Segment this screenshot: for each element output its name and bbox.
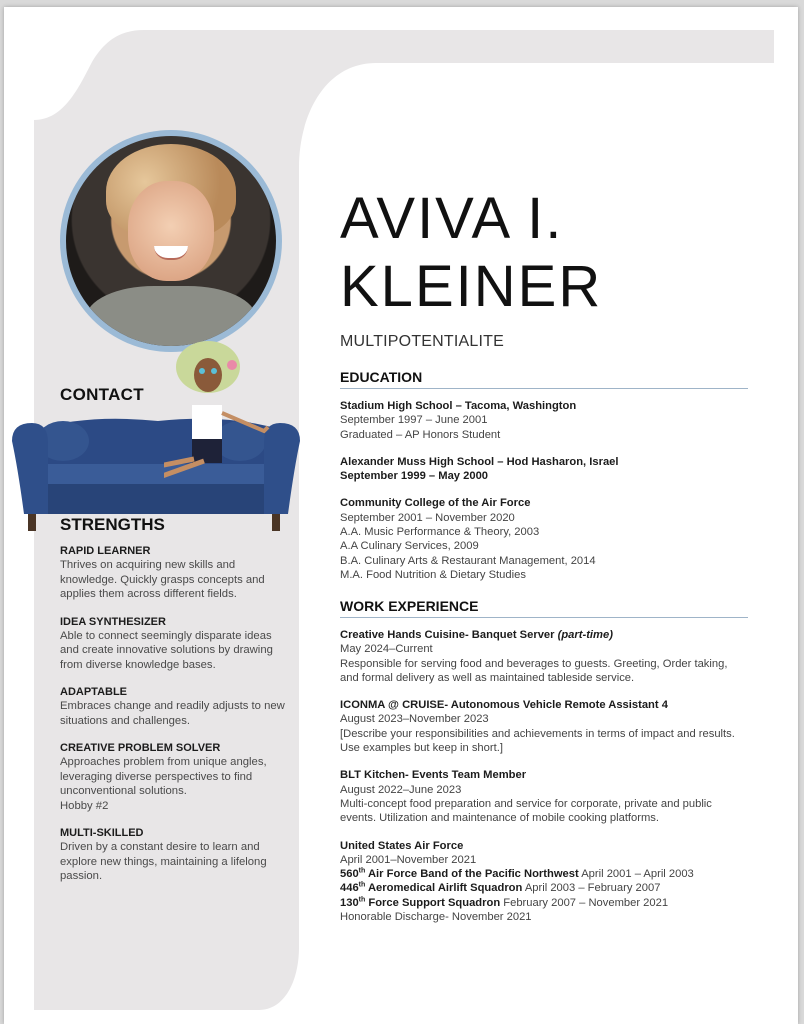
entry-desc: [Describe your responsibilities and achievements in terms of impact and results. Use examples but keep in short.] [340, 727, 735, 755]
job-title: Creative Hands Cuisine- Banquet Server [340, 629, 558, 641]
entry-title: United States Air Force [340, 839, 464, 852]
contact-heading: CONTACT [60, 385, 144, 404]
work-entry [340, 839, 748, 925]
unit-dates: April 2003 – February 2007 [522, 882, 661, 895]
unit-dates: April 2001 – April 2003 [578, 868, 694, 881]
entry-title [340, 628, 748, 642]
unit-dates: February 2007 – November 2021 [500, 896, 669, 909]
unit-sup: th [358, 867, 366, 875]
strength-desc: Able to connect seemingly disparate ideas and create innovative solutions by drawing from diverse knowledge bases. [60, 629, 273, 671]
profile-photo [60, 130, 282, 352]
entry-dates: August 2022–June 2023 [340, 783, 462, 796]
strength-title: IDEA SYNTHESIZER [60, 615, 166, 628]
strength-title: CREATIVE PROBLEM SOLVER [60, 742, 221, 754]
entry-title: Community College of the Air Force [340, 497, 531, 510]
entry-desc: Multi-concept food preparation and service for corporate, private and public events. Utilization and maintenance of mobile cooking platforms. [340, 797, 712, 825]
unit-num: 560 [340, 868, 359, 881]
entry-dates: August 2023–November 2023 [340, 713, 489, 726]
entry-line: B.A. Culinary Arts & Restaurant Management, 2014 [340, 554, 596, 567]
entry-title: Stadium High School – Tacoma, Washington [340, 400, 577, 412]
strength-extra: Hobby #2 [60, 799, 109, 812]
strength-item [60, 544, 292, 602]
strength-desc: Approaches problem from unique angles, leveraging diverse perspectives to find unconventional solutions. [60, 756, 267, 797]
entry-line: September 2001 – November 2020 [340, 511, 515, 524]
entry-title: Alexander Muss High School – Hod Hasharon, Israel [340, 455, 619, 468]
strength-item [60, 741, 292, 813]
strengths-heading: STRENGTHS [60, 515, 165, 534]
strength-desc: Driven by a constant desire to learn and explore new things, maintaining a lifelong passion. [60, 841, 267, 882]
education-entry [340, 399, 748, 442]
strength-title: RAPID LEARNER [60, 545, 151, 557]
unit-line [340, 881, 748, 895]
strength-title: MULTI-SKILLED [60, 827, 144, 839]
work-section [340, 598, 748, 924]
entry-desc: Responsible for serving food and beverages to guests. Greeting, Order taking, and formal delivery as well as maintained tableside service. [340, 657, 728, 684]
job-type: (part-time) [557, 629, 613, 641]
work-entry [340, 698, 748, 755]
unit-sup: th [358, 881, 366, 889]
strength-item [60, 615, 292, 673]
entry-line: M.A. Food Nutrition & Dietary Studies [340, 568, 526, 581]
unit-name: Air Force Band of the Pacific Northwest [365, 868, 579, 881]
entry-footer: Honorable Discharge- November 2021 [340, 911, 532, 924]
strengths-list [60, 544, 292, 897]
unit-line [340, 867, 748, 881]
unit-sup: th [358, 896, 366, 904]
name-line-2: KLEINER [340, 254, 603, 319]
education-section [340, 369, 748, 582]
entry-line: A.A. Music Performance & Theory, 2003 [340, 526, 540, 539]
strength-item [60, 826, 292, 884]
entry-line: Graduated – AP Honors Student [340, 428, 501, 441]
unit-num: 130 [340, 896, 359, 909]
unit-name: Aeromedical Airlift Squadron [365, 882, 523, 895]
entry-line: A.A Culinary Services, 2009 [340, 540, 479, 553]
name-line-1: AVIVA I. [340, 186, 564, 251]
education-entry [340, 455, 748, 484]
entry-title: BLT Kitchen- Events Team Member [340, 769, 527, 782]
entry-line: September 1997 – June 2001 [340, 414, 488, 427]
resume-page [4, 7, 798, 1024]
entry-dates: May 2024–Current [340, 643, 433, 656]
candidate-subtitle: MULTIPOTENTIALITE [340, 333, 505, 350]
work-heading: WORK EXPERIENCE [340, 598, 748, 618]
education-heading: EDUCATION [340, 369, 748, 389]
entry-dates: April 2001–November 2021 [340, 853, 477, 866]
candidate-name [340, 185, 602, 321]
education-entry [340, 496, 748, 582]
work-entry [340, 768, 748, 825]
strength-desc: Thrives on acquiring new skills and knowledge. Quickly grasps concepts and applies them across different fields. [60, 559, 265, 600]
strength-desc: Embraces change and readily adjusts to new situations and challenges. [60, 700, 285, 727]
entry-dates: September 1999 – May 2000 [340, 470, 489, 483]
unit-num: 446 [340, 882, 359, 895]
unit-line [340, 896, 748, 910]
doll-figure [164, 339, 294, 489]
strength-title: ADAPTABLE [60, 686, 128, 698]
work-entry [340, 628, 748, 685]
entry-title: ICONMA @ CRUISE- Autonomous Vehicle Remote Assistant 4 [340, 699, 668, 712]
unit-name: Force Support Squadron [365, 896, 501, 909]
strength-item [60, 685, 292, 728]
